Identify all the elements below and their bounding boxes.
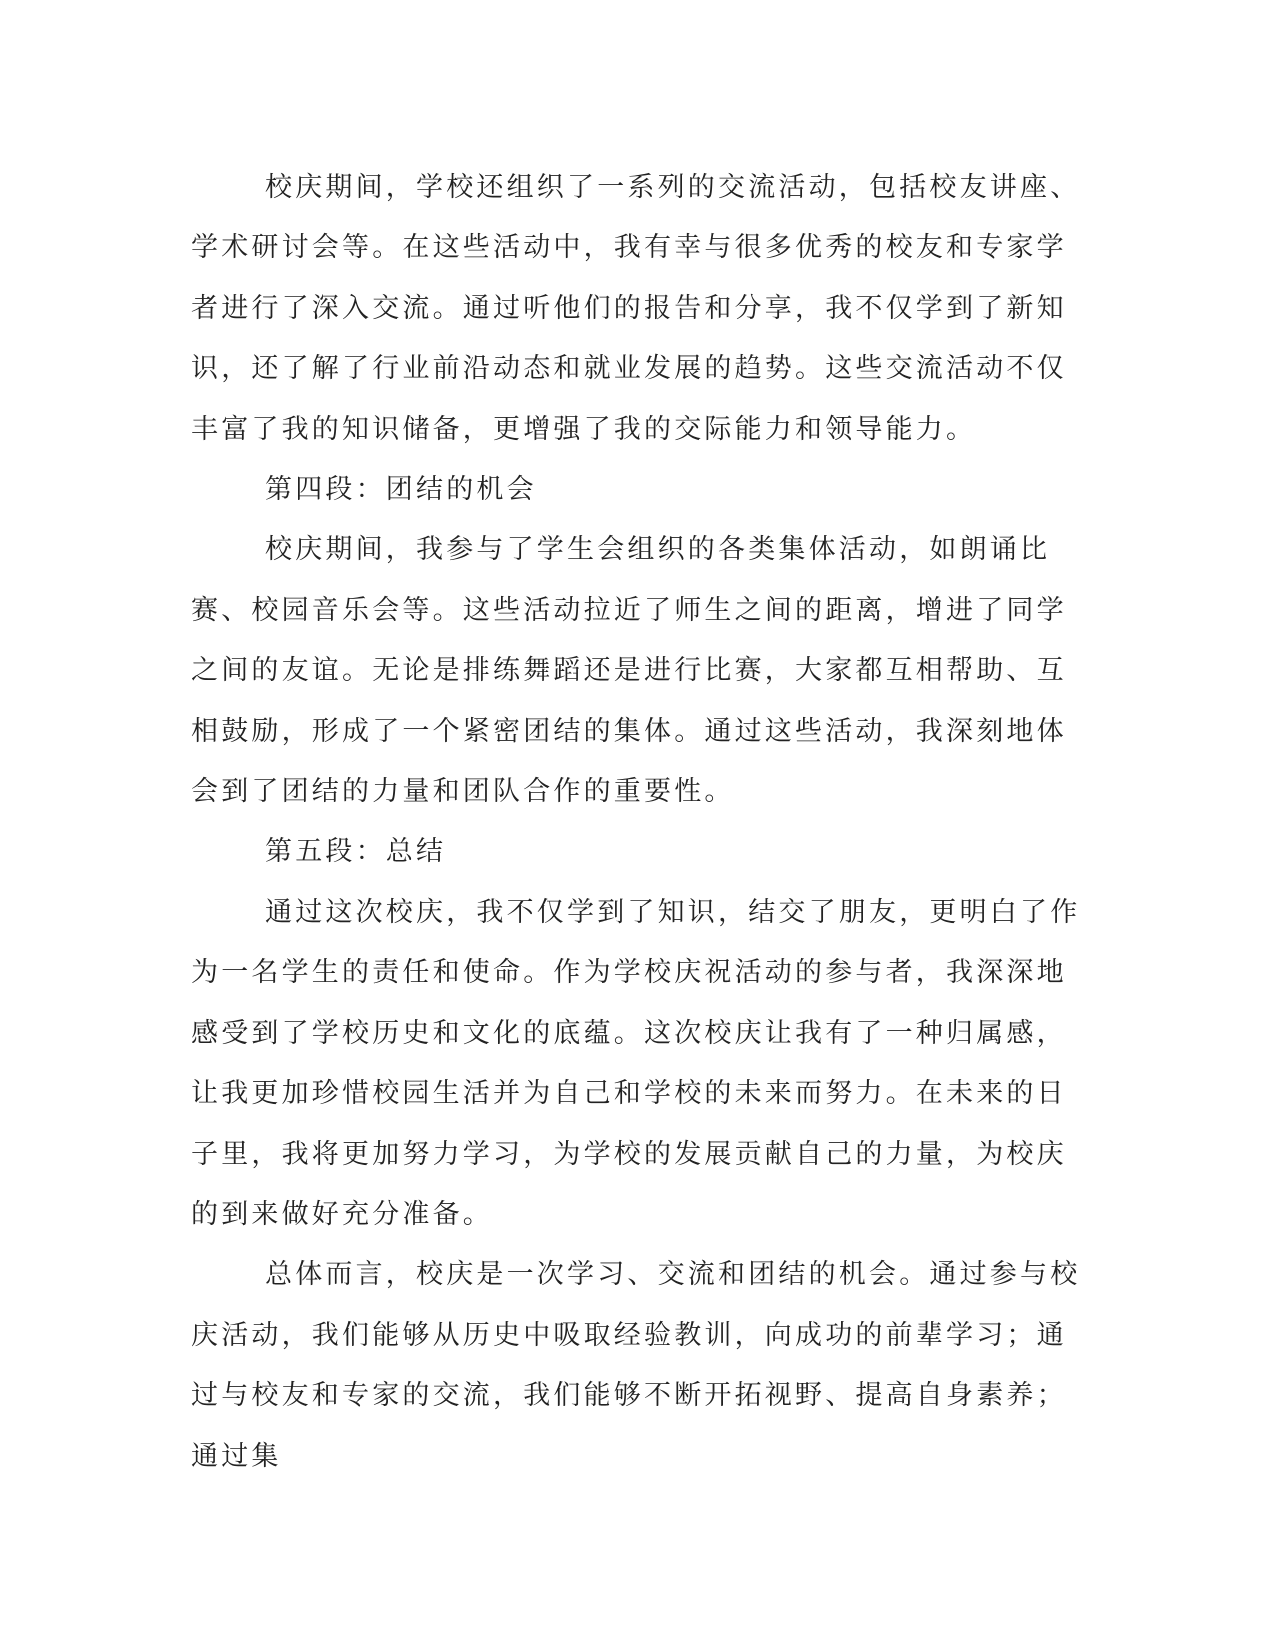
paragraph-overall: 总体而言，校庆是一次学习、交流和团结的机会。通过参与校庆活动，我们能够从历史中吸取经验教训，向成功的前辈学习；通过与校友和专家的交流，我们能够不断开拓视野、提高自身素养；通过集 — [191, 1259, 1081, 1472]
section-heading-unity: 第四段：团结的机会 — [265, 474, 537, 506]
paragraph-summary: 通过这次校庆，我不仅学到了知识，结交了朋友，更明白了作为一名学生的责任和使命。作为学校庆祝活动的参与者，我深深地感受到了学校历史和文化的底蕴。这次校庆让我有了一种归属感，让我更加珍惜校园生活并为自己和学校的未来而努力。在未来的日子里，我将更加努力学习，为学校的发展贡献自己的力量，为校庆的到来做好充分准备。 — [191, 896, 1081, 1230]
paragraph-exchange-activities: 校庆期间，学校还组织了一系列的交流活动，包括校友讲座、学术研讨会等。在这些活动中，我有幸与很多优秀的校友和专家学者进行了深入交流。通过听他们的报告和分享，我不仅学到了新知识，还了解了行业前沿动态和就业发展的趋势。这些交流活动不仅丰富了我的知识储备，更增强了我的交际能力和领导能力。 — [191, 172, 1081, 445]
document-body — [191, 158, 1081, 1487]
section-heading-summary: 第五段：总结 — [265, 836, 447, 868]
paragraph-unity-activities: 校庆期间，我参与了学生会组织的各类集体活动，如朗诵比赛、校园音乐会等。这些活动拉近了师生之间的距离，增进了同学之间的友谊。无论是排练舞蹈还是进行比赛，大家都互相帮助、互相鼓励，形成了一个紧密团结的集体。通过这些活动，我深刻地体会到了团结的力量和团队合作的重要性。 — [191, 534, 1067, 808]
